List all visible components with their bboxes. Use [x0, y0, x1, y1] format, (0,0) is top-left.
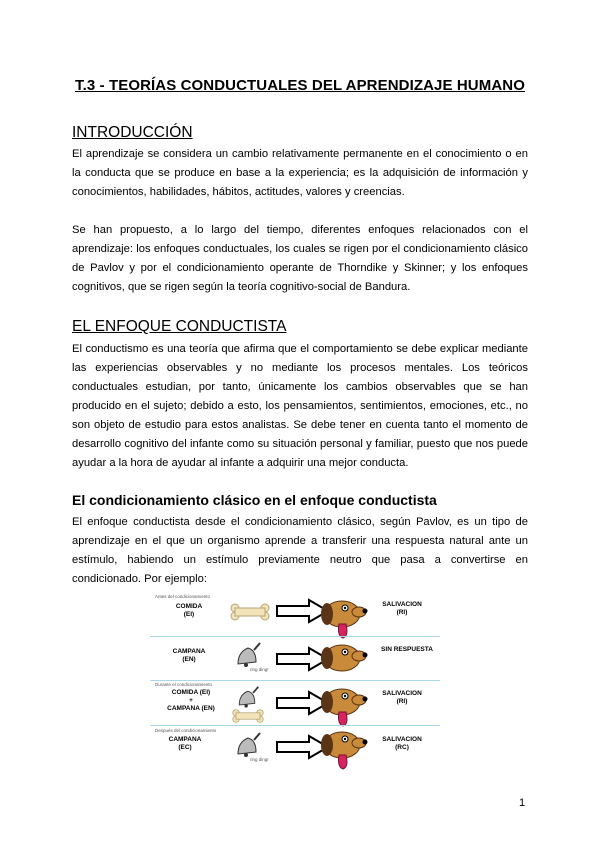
row1-stimulus-code: (EI)	[183, 611, 195, 618]
row2-stimulus-code: (EN)	[182, 656, 196, 663]
row3-caption: Durante el condicionamiento	[155, 682, 213, 687]
row4-caption: Después del condicionamiento	[155, 728, 217, 733]
document-title: T.3 - TEORÍAS CONDUCTUALES DEL APRENDIZAJE HUMANO	[75, 77, 525, 94]
dog-neutral-icon	[315, 640, 370, 675]
row4-response-code: (RC)	[395, 744, 409, 751]
row1-response-code: (RI)	[396, 609, 408, 616]
row4-response: SALIVACION	[382, 736, 422, 743]
condicionamiento-paragraph: El enfoque conductista desde el condicionamiento clásico, según Pavlov, es un tipo de aprendizaje en el que un organismo aprende a transferir una respuesta natural ante un estímulo, habiendo un estímulo previamente neutro que pasa a convertirse en condicionado. Por ejemplo:	[72, 516, 528, 585]
row3-response-code: (RI)	[396, 698, 408, 705]
divider	[150, 680, 440, 681]
heading-enfoque-conductista: EL ENFOQUE CONDUCTISTA	[72, 318, 287, 335]
dog-salivating-icon	[315, 596, 370, 641]
dog-salivating-icon	[315, 684, 370, 729]
heading-introduccion: INTRODUCCIÓN	[72, 124, 193, 141]
divider	[150, 725, 440, 726]
row2-response: SIN RESPUESTA	[381, 646, 433, 653]
pavlov-figure	[150, 592, 450, 772]
divider	[150, 636, 440, 637]
row3-stimulus-code: CAMPANA (EN)	[167, 705, 215, 712]
bone-icon	[232, 708, 264, 724]
row1-stimulus: COMIDA	[175, 603, 203, 610]
row2-stimulus: CAMPANA	[172, 648, 206, 655]
page-number: 1	[519, 797, 526, 809]
bell-caption: ring ding!	[250, 667, 269, 672]
bone-icon	[230, 602, 270, 622]
row4-stimulus: CAMPANA	[168, 736, 202, 743]
heading-condicionamiento-clasico: El condicionamiento clásico en el enfoque conductista	[72, 492, 437, 508]
bell-caption: ring ding!	[250, 757, 269, 762]
row3-response: SALIVACION	[382, 690, 422, 697]
row4-stimulus-code: (EC)	[178, 744, 192, 751]
row1-caption: Antes del condicionamiento	[155, 594, 211, 599]
dog-salivating-icon	[315, 727, 370, 772]
row3-stimulus: COMIDA (EI)	[171, 689, 211, 696]
row3-plus: +	[189, 697, 193, 704]
intro-paragraph-1: El aprendizaje se considera un cambio relativamente permanente en el conocimiento o en la conducta que se produce en base a la experiencia; es la adquisición de información y conocimientos, habilidades, hábitos, actitudes, valores y creencias.	[72, 148, 528, 198]
intro-paragraph-2: Se han propuesto, a lo largo del tiempo, diferentes enfoques relacionados con el aprendizaje: los enfoques conductuales, los cuales se rigen por el condicionamiento clásico de Pavlov y por el condicionamiento operante de Thorndike y Skinner; y los enfoques cognitivos, que se rigen según la teoría cognitivo-social de Bandura.	[72, 224, 528, 293]
conductismo-paragraph: El conductismo es una teoría que afirma que el comportamiento se debe explicar mediante las experiencias observables y no mediante los procesos mentales. Los teóricos conductuales estudian, por tanto, únicamente los cambios observables que se han producido en el sujeto; debido a esto, los pensamientos, sentimientos, emociones, etc., no son objeto de estudio para estos analistas. Se debe tener en cuenta tanto el momento de desarrollo cognitivo del infante como su situación personal y familiar, puesto que nos puede ayudar a la hora de ayudar al infante a adquirir una mejor conducta.	[72, 343, 528, 469]
row1-response: SALIVACION	[382, 601, 422, 608]
